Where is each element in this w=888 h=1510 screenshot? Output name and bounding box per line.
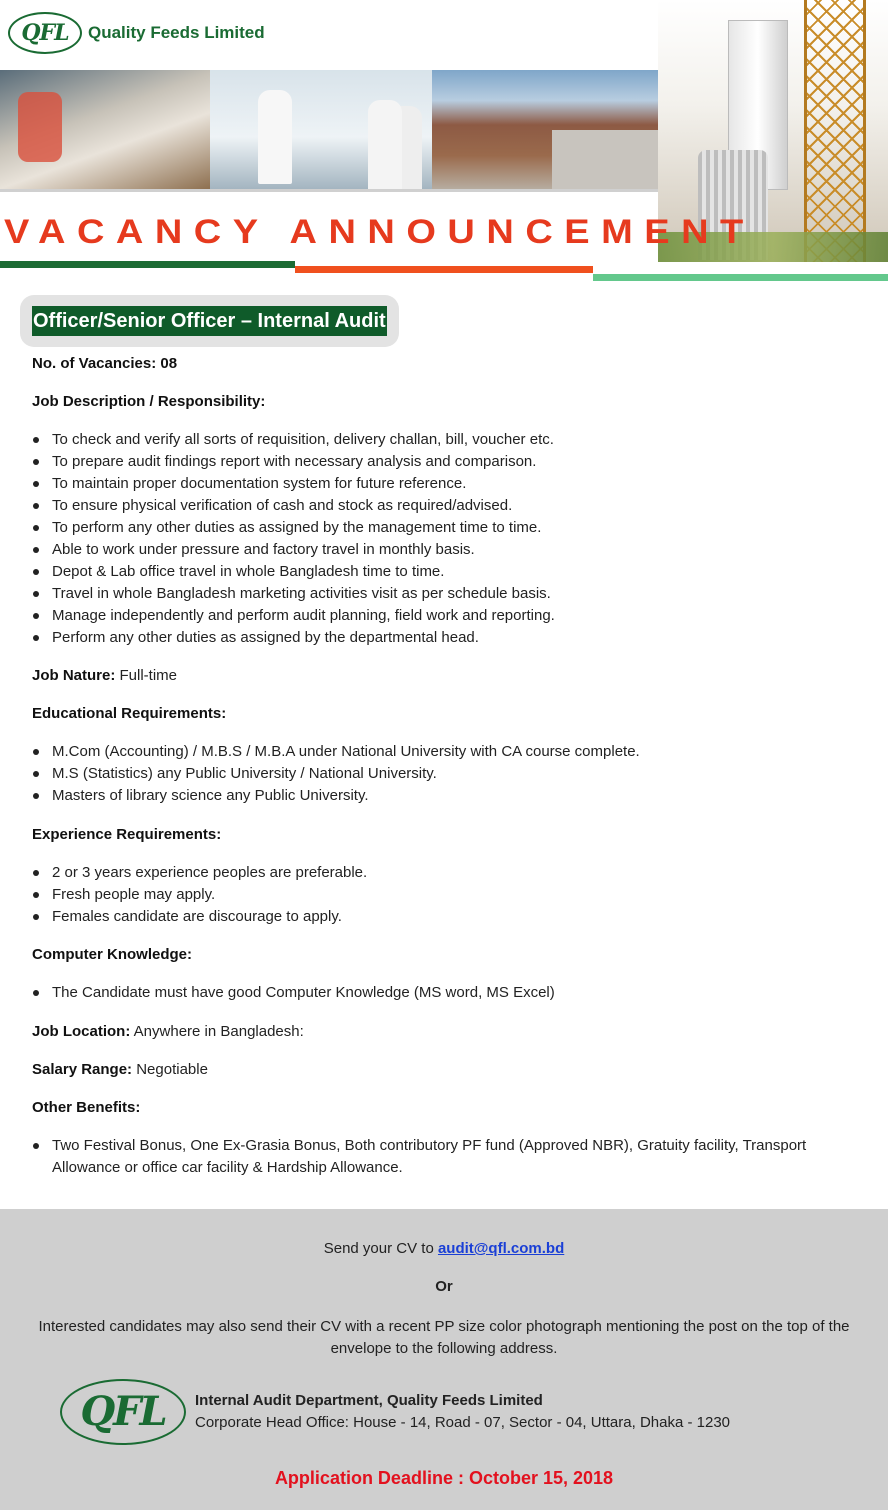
education-heading: Educational Requirements: <box>32 705 227 722</box>
list-item: Two Festival Bonus, One Ex-Grasia Bonus, Both contributory PF fund (Approved NBR), Gratuity facility, Transport Allowance or office car facility & Hardship Allowance. <box>32 1135 856 1179</box>
list-item: Masters of library science any Public University. <box>32 785 856 807</box>
orange-stripe <box>295 266 593 273</box>
list-item: Travel in whole Bangladesh marketing activities visit as per schedule basis. <box>32 583 856 605</box>
benefits-list <box>32 1135 856 1179</box>
computer-heading: Computer Knowledge: <box>32 946 192 963</box>
list-item: Able to work under pressure and factory travel in monthly basis. <box>32 539 856 561</box>
job-location-label: Job Location: <box>32 1023 131 1040</box>
list-item: To check and verify all sorts of requisition, delivery challan, bill, voucher etc. <box>32 429 856 451</box>
list-item: Depot & Lab office travel in whole Bangladesh time to time. <box>32 561 856 583</box>
list-item: To prepare audit findings report with necessary analysis and comparison. <box>32 451 856 473</box>
list-item: The Candidate must have good Computer Knowledge (MS word, MS Excel) <box>32 982 856 1004</box>
qfl-logo-mark: QFL <box>8 12 82 54</box>
job-title-pill <box>20 295 399 347</box>
company-name: Quality Feeds Limited <box>88 23 265 42</box>
job-nature-label: Job Nature: <box>32 667 116 684</box>
steel-tower <box>804 0 866 262</box>
office-address <box>195 1390 730 1434</box>
list-item: M.Com (Accounting) / M.B.S / M.B.A under National University with CA course complete. <box>32 741 856 763</box>
job-title: Officer/Senior Officer – Internal Audit <box>32 306 387 336</box>
list-item: M.S (Statistics) any Public University / National University. <box>32 763 856 785</box>
green-stripe <box>0 261 295 268</box>
vacancy-announcement-title: VACANCY ANNOUNCEMENT <box>4 213 755 251</box>
photo-strip <box>0 70 700 192</box>
send-cv-line <box>0 1238 888 1260</box>
salary-label: Salary Range: <box>32 1061 133 1078</box>
list-item: To perform any other duties as assigned by the management time to time. <box>32 517 856 539</box>
department-name: Internal Audit Department, Quality Feeds Limited <box>195 1392 543 1409</box>
send-cv-prefix: Send your CV to <box>323 1240 438 1257</box>
address-line: Corporate Head Office: House - 14, Road - 07, Sector - 04, Uttara, Dhaka - 1230 <box>195 1414 730 1431</box>
job-details <box>0 282 888 1179</box>
salary-range <box>32 1059 856 1081</box>
job-nature <box>32 665 856 687</box>
light-green-stripe <box>593 274 888 281</box>
list-item: Perform any other duties as assigned by the departmental head. <box>32 627 856 649</box>
qfl-footer-logo: QFL <box>60 1379 186 1445</box>
list-item: To ensure physical verification of cash and stock as required/advised. <box>32 495 856 517</box>
or-separator: Or <box>435 1278 453 1295</box>
salary-value: Negotiable <box>132 1061 208 1078</box>
list-item: To maintain proper documentation system for future reference. <box>32 473 856 495</box>
list-item: Manage independently and perform audit planning, field work and reporting. <box>32 605 856 627</box>
education-list <box>32 741 856 807</box>
header-banner <box>0 0 888 282</box>
list-item: 2 or 3 years experience peoples are preferable. <box>32 862 856 884</box>
vacancies-count: No. of Vacancies: 08 <box>32 355 178 372</box>
experience-heading: Experience Requirements: <box>32 826 222 843</box>
computer-list <box>32 982 856 1004</box>
job-nature-value: Full-time <box>115 667 178 684</box>
experience-list <box>32 862 856 928</box>
description-heading: Job Description / Responsibility: <box>32 393 266 410</box>
responsibility-list <box>32 429 856 649</box>
company-logo <box>8 12 265 54</box>
postal-instructions: Interested candidates may also send their CV with a recent PP size color photograph mentioning the post on the top of the envelope to the following address. <box>38 1318 850 1357</box>
application-deadline: Application Deadline : October 15, 2018 <box>274 1468 614 1488</box>
email-link[interactable]: audit@qfl.com.bd <box>437 1240 565 1257</box>
benefits-heading: Other Benefits: <box>32 1099 141 1116</box>
list-item: Females candidate are discourage to apply. <box>32 906 856 928</box>
job-location-value: Anywhere in Bangladesh: <box>130 1023 304 1040</box>
job-location <box>32 1021 856 1043</box>
list-item: Fresh people may apply. <box>32 884 856 906</box>
application-footer <box>0 1209 888 1510</box>
factory-worker-photo <box>0 70 210 192</box>
lab-staff-photo <box>210 70 432 192</box>
